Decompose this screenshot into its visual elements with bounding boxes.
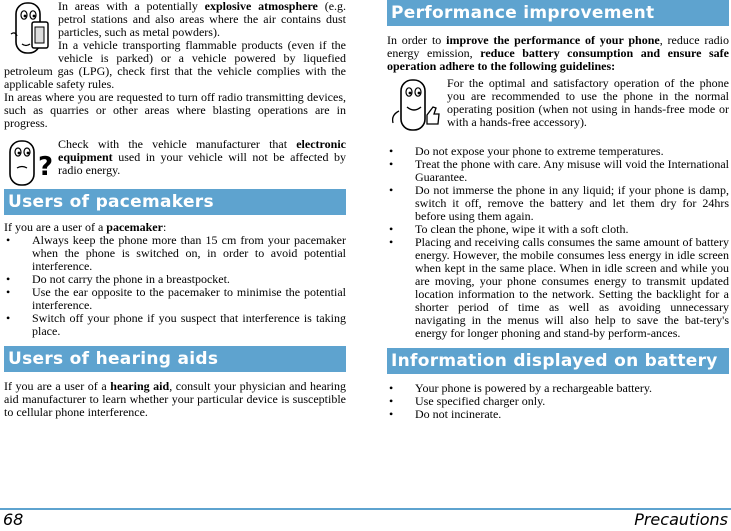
- list-item: • To clean the phone, wipe it with a soft cloth.: [389, 222, 629, 236]
- bullet-icon: •: [389, 183, 394, 197]
- pacemaker-list: [4, 234, 346, 338]
- list-item: • Switch off your phone if you suspect that interference is taking place.: [6, 311, 346, 338]
- explosive-text: In areas with a potentially explosive atmosphere (e.g. petrol stations and also areas where the air contains dust particles, such as metal powders).: [58, 0, 347, 39]
- svg-text:?: ?: [38, 152, 54, 182]
- hearing-aids-heading: Users of hearing aids: [4, 346, 346, 372]
- bullet-icon: •: [389, 394, 394, 408]
- list-item: • Do not immerse the phone in any liquid; if your phone is damp, switch it off, remove the battery and let them dry for 24hrs before using them again.: [389, 183, 729, 223]
- bullet-icon: •: [389, 222, 394, 236]
- tip-text: For the optimal and satisfactory operation of the phone you are recommended to use the phone in the normal operating position (when not using in hands-free mode or with a hands-free accessory).: [447, 77, 729, 129]
- check-text: Check with the vehicle manufacturer that electronic equipment used in your vehicle will not be affected by radio energy.: [58, 137, 346, 177]
- list-item: • Placing and receiving calls consumes the same amount of battery energy. However, the mobile consumes less energy in idle screen when kept in the same place. When in idle screen and while you are moving, your phone consumes energy to transmit updated location information to the network. Setting the backlight for a shorter period of time as well as avoiding unnecessary navigating in the menus will also help to save the bat-tery's energy for longer phoning and stand-by perform-ances.: [389, 235, 729, 340]
- performance-heading: Performance improvement: [387, 0, 729, 26]
- pacemaker-intro: If you are a user of a pacemaker:: [4, 220, 167, 234]
- page-number: 68: [3, 510, 24, 529]
- pacemakers-heading: Users of pacemakers: [4, 189, 346, 215]
- list-item: • Your phone is powered by a rechargeable battery.: [389, 381, 653, 395]
- bullet-icon: •: [6, 272, 11, 286]
- section-title: Precautions: [634, 510, 728, 529]
- list-item: • Do not incinerate.: [389, 407, 502, 421]
- page-footer: [0, 508, 731, 531]
- tip-block: [387, 77, 729, 135]
- battery-list: [387, 382, 729, 421]
- performance-list: [387, 145, 729, 340]
- hearing-aid-text: If you are a user of a hearing aid, consult your physician and hearing aid manufacturer to learn whether your particular device is susceptible to cellular phone interference.: [4, 379, 347, 419]
- list-item: • Use specified charger only.: [389, 394, 546, 408]
- bullet-icon: •: [389, 235, 394, 249]
- radio-off-text: In areas where you are requested to turn off radio transmitting devices, such as quarries or other areas where blasting operations are in progress.: [4, 90, 346, 130]
- right-column: [387, 0, 729, 421]
- list-item: • Do not expose your phone to extreme temperatures.: [389, 144, 664, 158]
- list-item: • Treat the phone with care. Any misuse will void the International Guarantee.: [389, 157, 729, 184]
- bullet-icon: •: [389, 157, 394, 171]
- bullet-icon: •: [389, 144, 394, 158]
- bullet-icon: •: [389, 381, 394, 395]
- check-block: [4, 137, 346, 182]
- bullet-icon: •: [6, 311, 11, 325]
- list-item: • Always keep the phone more than 15 cm from your pacemaker when the phone is switched on, in order to avoid potential interference.: [6, 233, 346, 273]
- list-item: • Do not carry the phone in a breastpocket.: [6, 272, 230, 286]
- vehicle-text: In a vehicle transporting flammable products (even if the vehicle is parked) or a vehicle powered by liquefied petroleum gas (LPG), check first that the vehicle complies with the applicable safety rules.: [4, 38, 346, 91]
- phone-thumbs-up-icon: [387, 77, 443, 135]
- battery-heading: Information displayed on battery: [387, 348, 729, 374]
- bullet-icon: •: [389, 407, 394, 421]
- list-item: • Use the ear opposite to the pacemaker to minimise the potential interference.: [6, 285, 346, 312]
- performance-intro: In order to improve the performance of your phone, reduce radio energy emission, reduce battery consumption and ensure safe operation adhere to the following guidelines:: [387, 33, 729, 73]
- phone-mascot-icon: [4, 0, 54, 56]
- bullet-icon: •: [6, 285, 11, 299]
- left-column: [4, 0, 346, 419]
- bullet-icon: •: [6, 233, 11, 247]
- explosive-block: [4, 0, 346, 130]
- phone-question-icon: [4, 138, 54, 188]
